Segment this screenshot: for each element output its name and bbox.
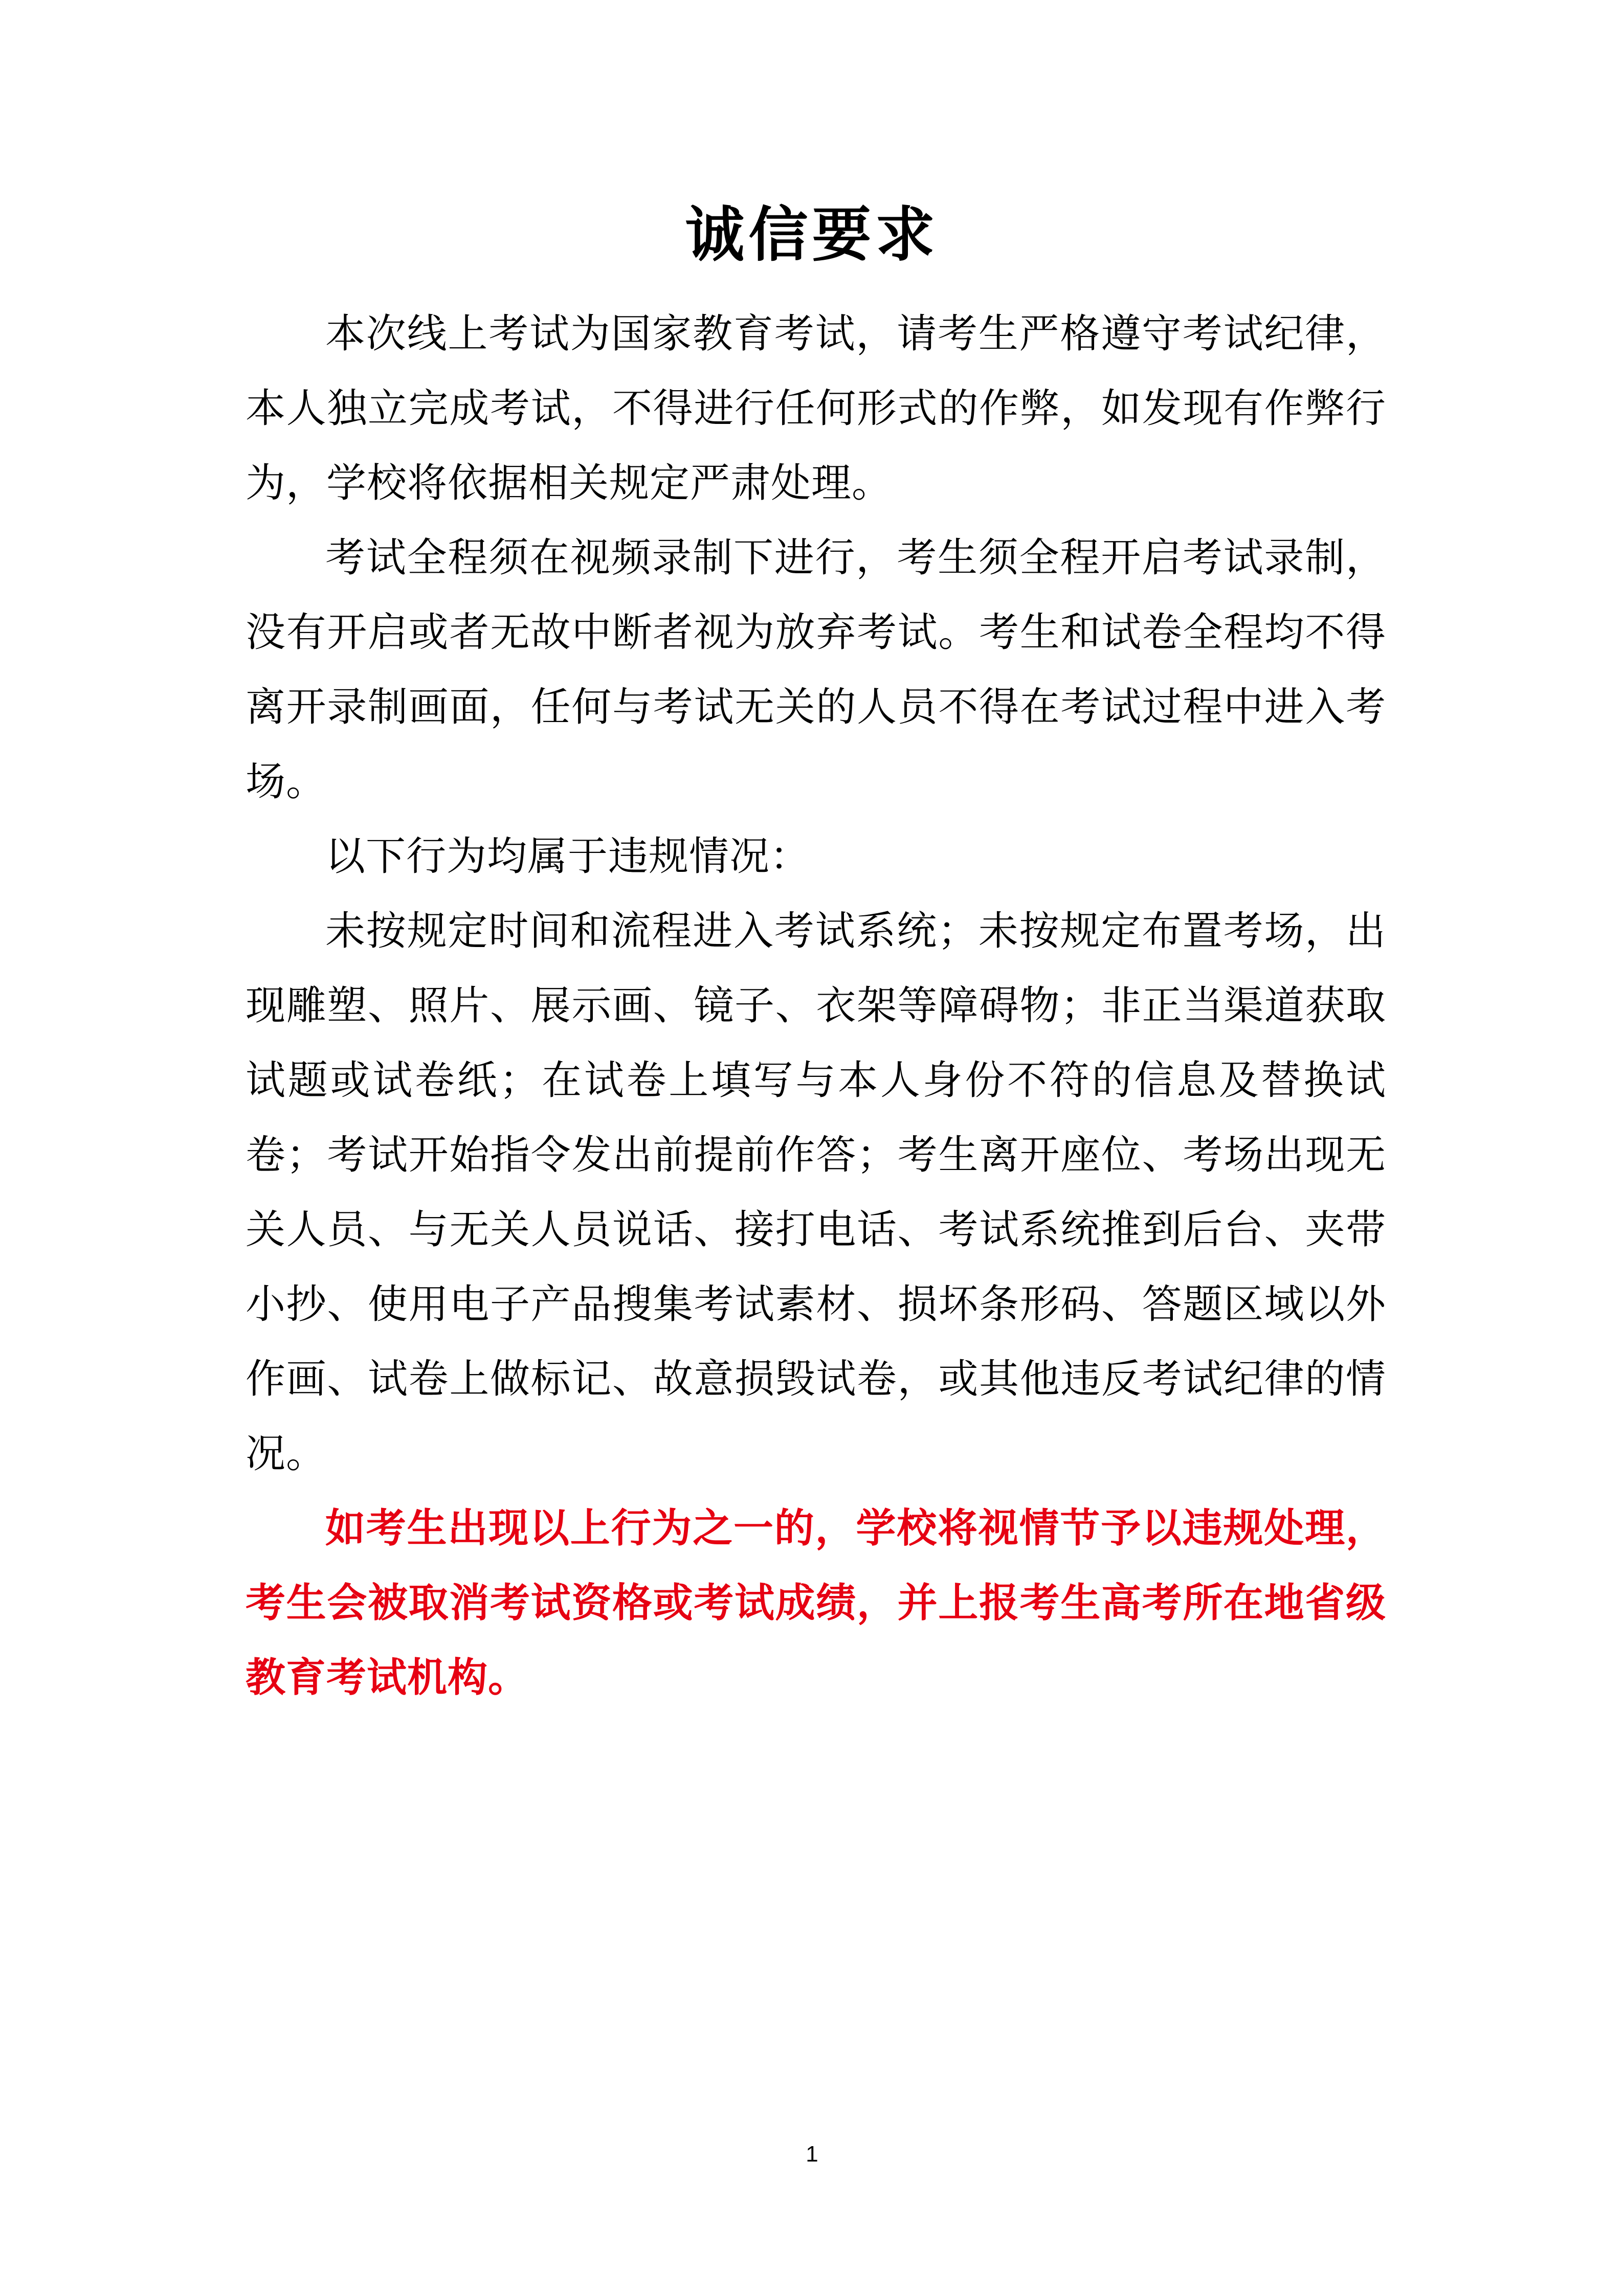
- document-body: [246, 297, 1386, 1715]
- paragraph-violations-intro: 以下行为均属于违规情况：: [325, 834, 811, 880]
- warning-paragraph: 如考生出现以上行为之一的，学校将视情节予以违规处理，考生会被取消考试资格或考试成绩，并上报考生高考所在地省级教育考试机构。: [246, 1505, 1386, 1701]
- page-number: 1: [806, 2142, 818, 2167]
- paragraph-video-recording: 考试全程须在视频录制下进行，考生须全程开启考试录制，没有开启或者无故中断者视为放弃考试。考生和试卷全程均不得离开录制画面，任何与考试无关的人员不得在考试过程中进入考场。: [246, 535, 1386, 805]
- paragraph-violations-list: 未按规定时间和流程进入考试系统；未按规定布置考场，出现雕塑、照片、展示画、镜子、衣架等障碍物；非正当渠道获取试题或试卷纸；在试卷上填写与本人身份不符的信息及替换试卷；考试开始指令发出前提前作答；考生离开座位、考场出现无关人员、与无关人员说话、接打电话、考试系统推到后台、夹带小抄、使用电子产品搜集考试素材、损坏条形码、答题区域以外作画、试卷上做标记、故意损毁试卷，或其他违反考试纪律的情况。: [246, 908, 1386, 1477]
- page-title: 诚信要求: [685, 200, 939, 269]
- paragraph-exam-integrity: 本次线上考试为国家教育考试，请考生严格遵守考试纪律，本人独立完成考试，不得进行任何形式的作弊，如发现有作弊行为，学校将依据相关规定严肃处理。: [246, 311, 1386, 506]
